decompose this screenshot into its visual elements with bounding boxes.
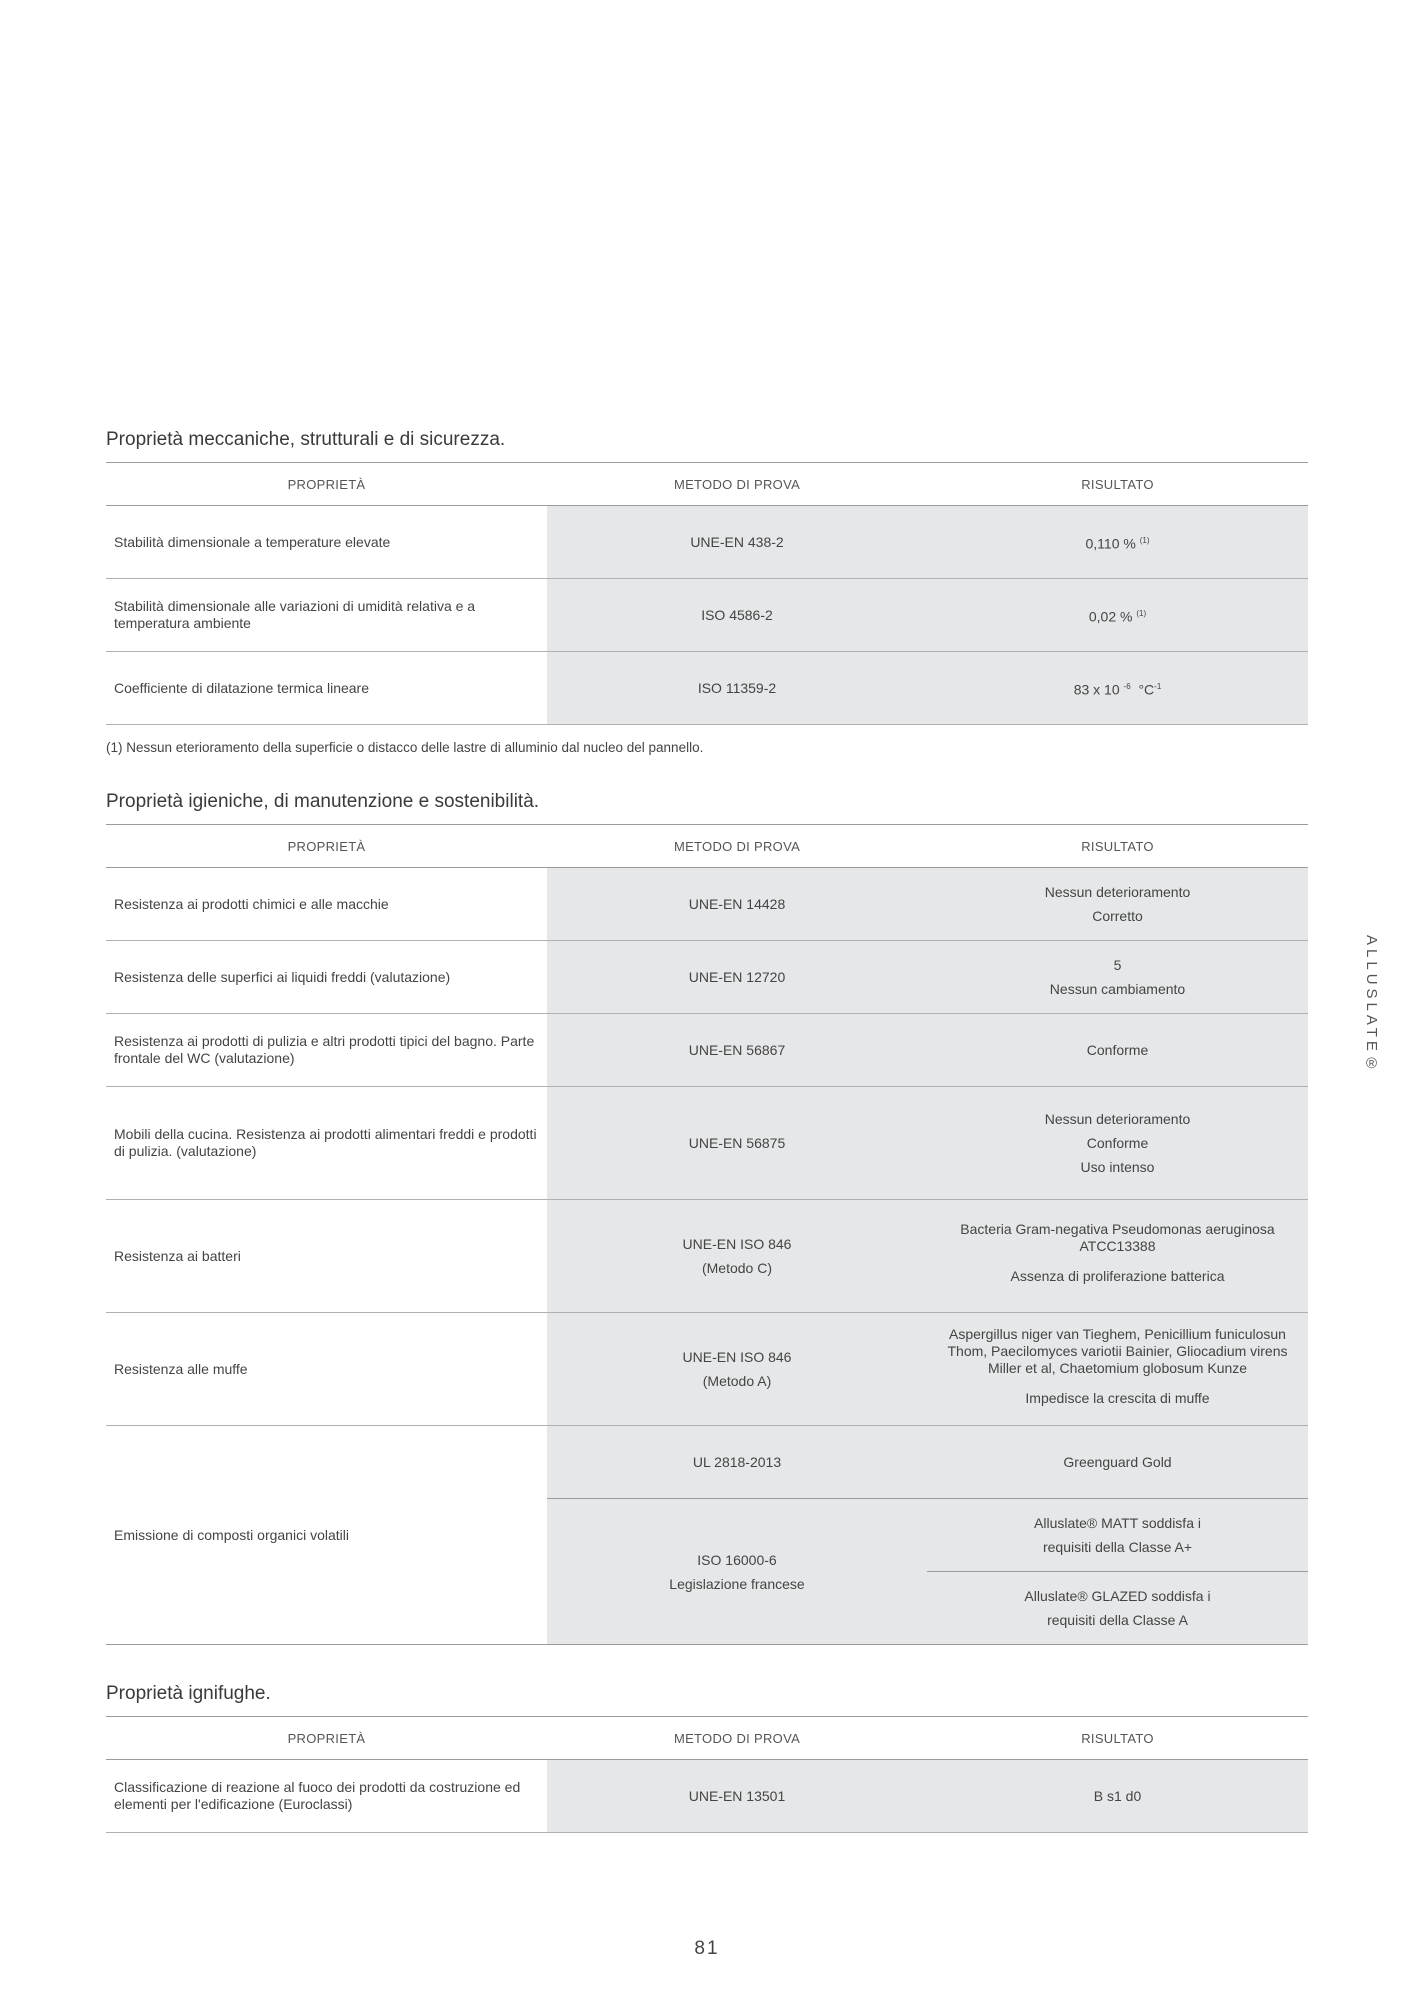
method-line: UNE-EN ISO 846 xyxy=(682,1349,792,1365)
header-result: RISULTATO xyxy=(927,1717,1308,1760)
header-result: RISULTATO xyxy=(927,463,1308,506)
result-line: 5 xyxy=(1113,957,1122,973)
result-cell xyxy=(927,1313,1308,1426)
table-row xyxy=(106,941,1308,1014)
fire-properties-table xyxy=(106,1716,1308,1833)
header-property: PROPRIETÀ xyxy=(106,1717,547,1760)
table-row xyxy=(106,1313,1308,1426)
result-line: requisiti della Classe A+ xyxy=(1042,1539,1193,1555)
result-line: Nessun deterioramento xyxy=(1044,884,1191,900)
result-line: Nessun deterioramento xyxy=(1044,1111,1191,1127)
brand-vertical-label: ALLUSLATE® xyxy=(1363,935,1380,1076)
result-value: 0,02 % xyxy=(1088,608,1133,625)
property-cell: Stabilità dimensionale alle variazioni di umidità relativa e a temperatura ambiente xyxy=(106,579,547,652)
table-row xyxy=(106,1087,1308,1200)
property-cell: Coefficiente di dilatazione termica lineare xyxy=(106,652,547,725)
result-cell xyxy=(927,1499,1308,1572)
property-cell: Resistenza ai batteri xyxy=(106,1200,547,1313)
table-header-row xyxy=(106,825,1308,868)
result-line: Alluslate® MATT soddisfa i xyxy=(1034,1515,1201,1531)
method-cell: ISO 4586-2 xyxy=(547,579,927,652)
hygienic-properties-table xyxy=(106,824,1308,1645)
page-number: 81 xyxy=(694,1938,720,1959)
result-line: Conforme xyxy=(1086,1135,1149,1151)
table-row xyxy=(106,1014,1308,1087)
method-line: ISO 16000-6 xyxy=(697,1551,777,1568)
method-line: (Metodo A) xyxy=(702,1373,772,1389)
method-cell: UNE-EN 12720 xyxy=(547,941,927,1014)
table-row xyxy=(106,1200,1308,1313)
table-header-row xyxy=(106,1717,1308,1760)
result-cell xyxy=(927,941,1308,1014)
table-row xyxy=(106,868,1308,941)
result-line: Bacteria Gram-negativa Pseudomonas aeruginosa ATCC13388 xyxy=(960,1221,1275,1254)
header-method: METODO DI PROVA xyxy=(547,463,927,506)
method-cell: ISO 11359-2 xyxy=(547,652,927,725)
method-cell: UNE-EN 56867 xyxy=(547,1014,927,1087)
section-title: Proprietà meccaniche, strutturali e di sicurezza. xyxy=(106,429,506,450)
method-line: (Metodo C) xyxy=(701,1260,773,1276)
footnote-ref: (1) xyxy=(1139,535,1150,545)
method-cell: UNE-EN 13501 xyxy=(547,1760,927,1833)
property-cell: Resistenza delle superfici ai liquidi freddi (valutazione) xyxy=(106,941,547,1014)
result-cell: B s1 d0 xyxy=(927,1760,1308,1833)
method-cell xyxy=(547,1313,927,1426)
table-header-row xyxy=(106,463,1308,506)
result-cell xyxy=(927,579,1308,652)
section-hygienic xyxy=(106,788,1308,1645)
section-title: Proprietà ignifughe. xyxy=(106,1683,271,1704)
header-property: PROPRIETÀ xyxy=(106,825,547,868)
property-cell: Mobili della cucina. Resistenza ai prodotti alimentari freddi e prodotti di pulizia. (valutazione) xyxy=(106,1087,547,1200)
property-cell: Stabilità dimensionale a temperature elevate xyxy=(106,506,547,579)
result-cell xyxy=(927,1087,1308,1200)
property-cell: Resistenza ai prodotti chimici e alle macchie xyxy=(106,868,547,941)
method-cell: UNE-EN 438-2 xyxy=(547,506,927,579)
method-cell: UNE-EN 14428 xyxy=(547,868,927,941)
table-row xyxy=(106,652,1308,725)
method-cell: UNE-EN 56875 xyxy=(547,1087,927,1200)
exponent: -6 xyxy=(1123,681,1131,691)
method-cell xyxy=(547,1200,927,1313)
table-row xyxy=(106,506,1308,579)
table-row xyxy=(106,1760,1308,1833)
section-title: Proprietà igieniche, di manutenzione e sostenibilità. xyxy=(106,791,540,812)
result-cell xyxy=(927,1572,1308,1645)
result-cell xyxy=(927,868,1308,941)
header-property: PROPRIETÀ xyxy=(106,463,547,506)
method-line: UNE-EN ISO 846 xyxy=(682,1236,792,1252)
header-result: RISULTATO xyxy=(927,825,1308,868)
property-cell: Emissione di composti organici volatili xyxy=(106,1426,547,1645)
result-cell: Conforme xyxy=(927,1014,1308,1087)
footnote-ref: (1) xyxy=(1136,608,1147,618)
result-cell xyxy=(927,506,1308,579)
table-row xyxy=(106,1426,1308,1499)
header-method: METODO DI PROVA xyxy=(547,825,927,868)
result-line: Assenza di proliferazione batterica xyxy=(1010,1268,1225,1284)
result-cell: Greenguard Gold xyxy=(927,1426,1308,1499)
exponent: -1 xyxy=(1154,681,1162,691)
result-value: 83 x 10 xyxy=(1073,681,1120,698)
property-cell: Resistenza alle muffe xyxy=(106,1313,547,1426)
mechanical-properties-table xyxy=(106,462,1308,725)
property-cell: Resistenza ai prodotti di pulizia e altri prodotti tipici del bagno. Parte frontale del WC (valutazione) xyxy=(106,1014,547,1087)
result-line: Uso intenso xyxy=(1080,1159,1155,1175)
result-line: Impedisce la crescita di muffe xyxy=(1025,1389,1210,1406)
method-cell: UL 2818-2013 xyxy=(547,1426,927,1499)
table-row xyxy=(106,579,1308,652)
property-cell: Classificazione di reazione al fuoco dei prodotti da costruzione ed elementi per l'edificazione (Euroclassi) xyxy=(106,1760,547,1833)
header-method: METODO DI PROVA xyxy=(547,1717,927,1760)
result-cell xyxy=(927,652,1308,725)
result-line: Corretto xyxy=(1092,908,1143,924)
footnote: (1) Nessun eterioramento della superficie o distacco delle lastre di alluminio dal nucleo del pannello. xyxy=(106,740,704,755)
section-mechanical xyxy=(106,426,1308,755)
result-cell xyxy=(927,1200,1308,1313)
result-value: 0,110 % xyxy=(1085,535,1136,552)
result-line: Nessun cambiamento xyxy=(1049,981,1186,997)
result-line: Aspergillus niger van Tieghem, Penicillium funiculosun Thom, Paecilomyces variotii Bainier, Gliocadium virens Miller et al, Chaetomium globosum Kunze xyxy=(947,1325,1288,1376)
method-cell xyxy=(547,1499,927,1645)
method-line: Legislazione francese xyxy=(669,1575,805,1592)
section-fire xyxy=(106,1680,1308,1833)
result-line: requisiti della Classe A xyxy=(1047,1612,1188,1628)
result-unit: °C xyxy=(1138,681,1155,698)
result-line: Alluslate® GLAZED soddisfa i xyxy=(1024,1588,1211,1604)
